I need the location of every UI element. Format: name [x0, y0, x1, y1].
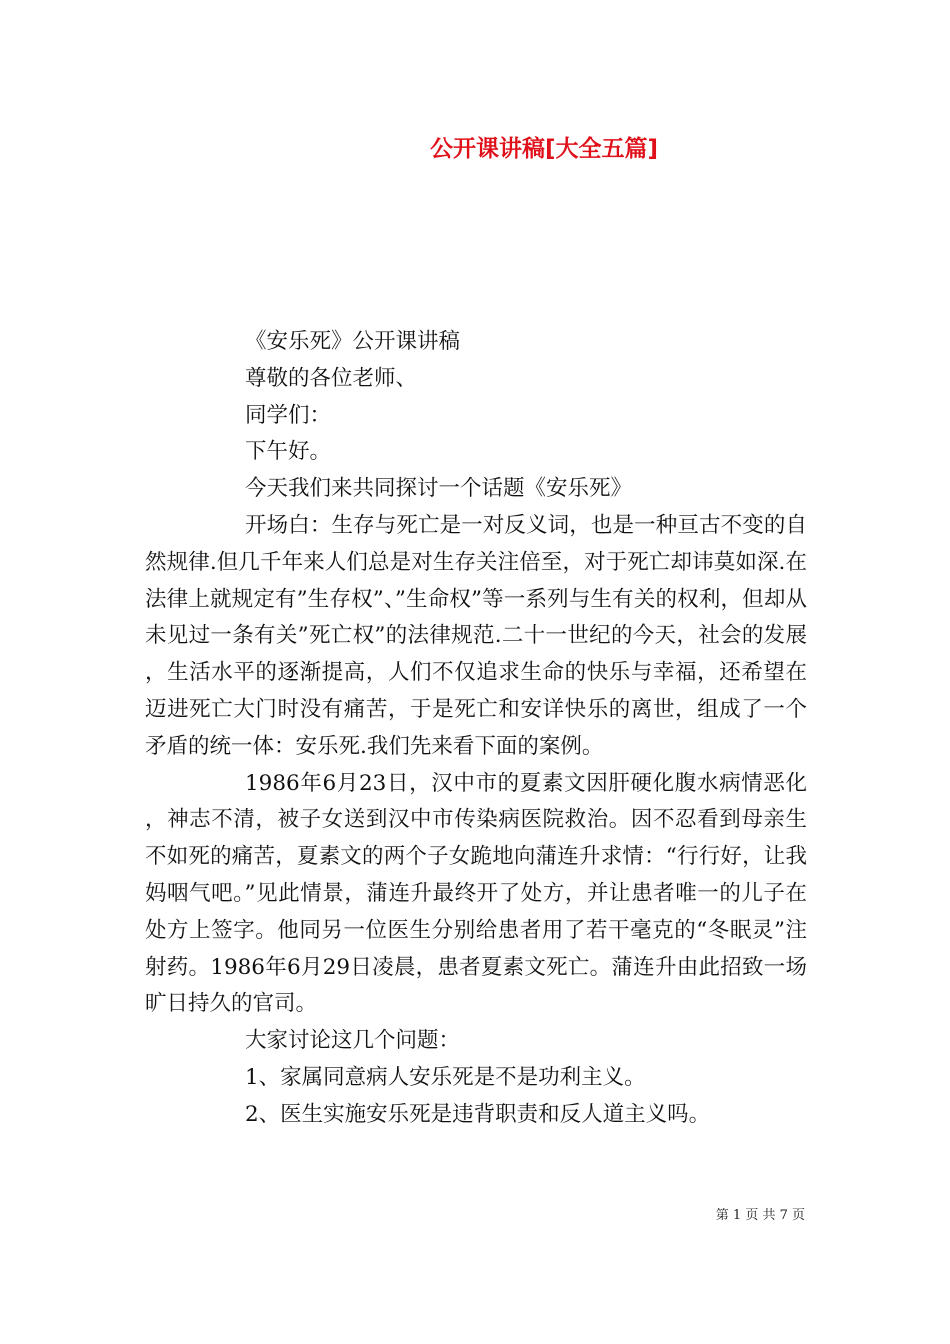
- opening-paragraph: 开场白：生存与死亡是一对反义词，也是一种亘古不变的自然规律.但几千年来人们总是对生存关注倍至，对于死亡却讳莫如深.在法律上就规定有”生存权”、”生命权”等一系列与生有关的权利，但却从未见过一条有关”死亡权”的法律规范.二十一世纪的今天，社会的发展，生活水平的逐渐提高，人们不仅追求生命的快乐与幸福，还希望在迈进死亡大门时没有痛苦，于是死亡和安详快乐的离世，组成了一个矛盾的统一体：安乐死.我们先来看下面的案例。: [145, 512, 807, 759]
- page-footer: 第 1 页 共 7 页: [715, 1208, 805, 1223]
- greeting: 下午好。: [245, 439, 332, 465]
- speech-title: 《安乐死》公开课讲稿: [245, 329, 461, 354]
- salutation-students: 同学们：: [245, 402, 332, 428]
- salutation-teachers: 尊敬的各位老师、: [245, 365, 418, 391]
- case-paragraph: 1986年6月23日，汉中市的夏素文因肝硬化腹水病情恶化，神志不清，被子女送到汉中市传染病医院救治。因不忍看到母亲生不如死的痛苦，夏素文的两个子女跪地向蒲连升求情：“行行好，让我妈咽气吧。”见此情景，蒲连升最终开了处方，并让患者唯一的儿子在处方上签字。他同另一位医生分别给患者用了若干毫克的“冬眠灵”注射药。1986年6月29日凌晨，患者夏素文死亡。蒲连升由此招致一场旷日持久的官司。: [145, 770, 807, 1017]
- document-body: [145, 324, 807, 1134]
- discussion-question: 2、医生实施安乐死是违背职责和反人道主义吗。: [245, 1101, 711, 1127]
- topic-intro: 今天我们来共同探讨一个话题《安乐死》: [245, 476, 633, 502]
- discussion-intro: 大家讨论这几个问题：: [245, 1028, 461, 1054]
- document-title: 公开课讲稿[大全五篇]: [430, 136, 659, 162]
- discussion-question: 1、家属同意病人安乐死是不是功利主义。: [245, 1064, 646, 1090]
